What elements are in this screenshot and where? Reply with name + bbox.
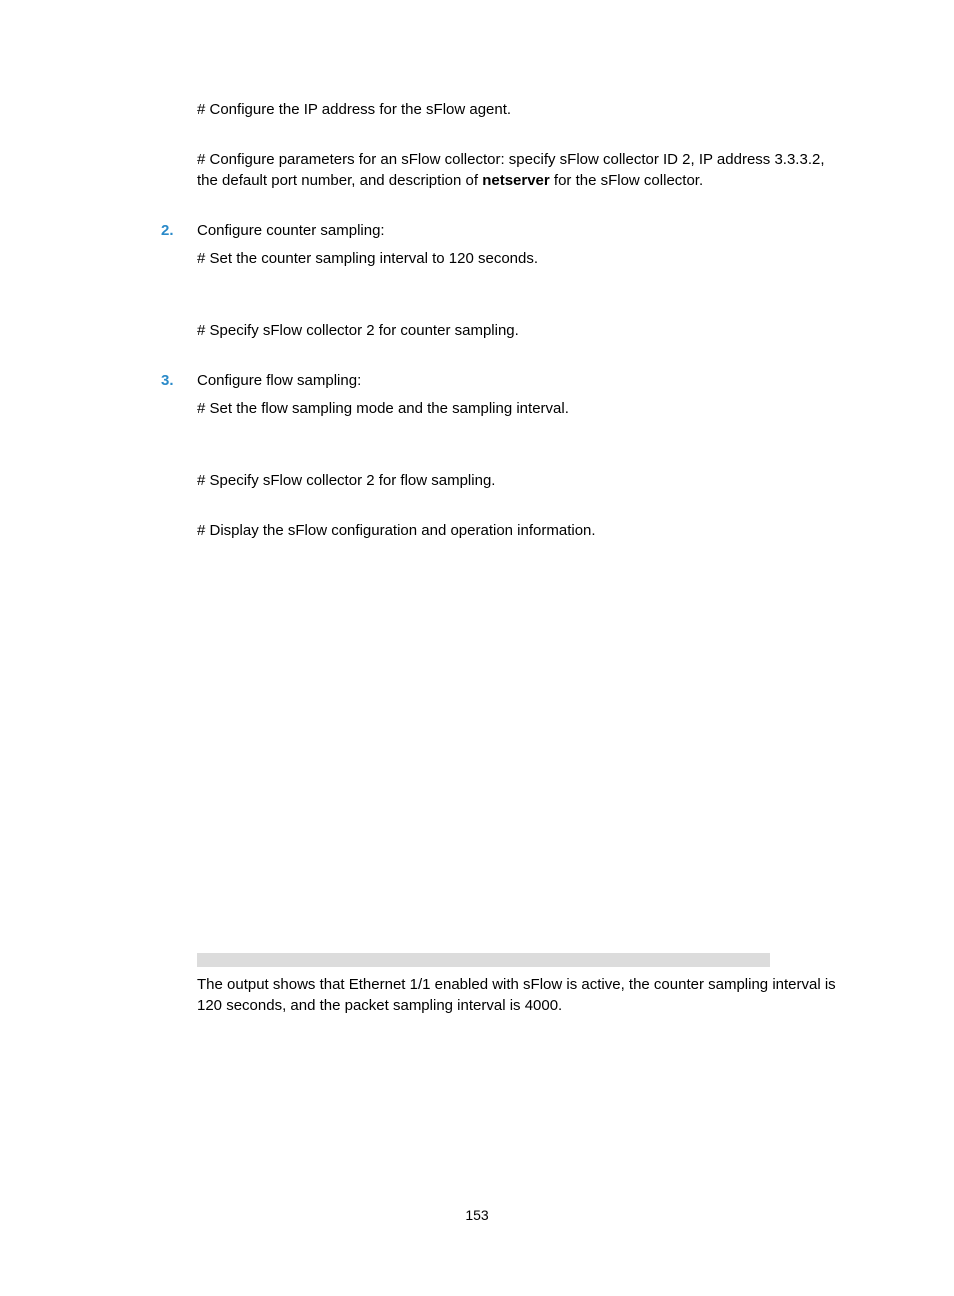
step-number: 3. [161, 372, 174, 389]
paragraph-display-info: # Display the sFlow configuration and operation information. [197, 522, 596, 539]
paragraph-line: # Configure parameters for an sFlow collector: specify sFlow collector ID 2, IP address 3.3.3.2, [197, 151, 825, 168]
paragraph-counter-collector: # Specify sFlow collector 2 for counter sampling. [197, 322, 519, 339]
step-title: Configure counter sampling: [197, 222, 385, 239]
paragraph-line [197, 170, 703, 191]
bold-term-netserver: netserver [482, 172, 550, 189]
paragraph-configure-ip: # Configure the IP address for the sFlow agent. [197, 101, 512, 118]
text-run: for the sFlow collector. [549, 172, 704, 189]
step-title: Configure flow sampling: [197, 372, 362, 389]
paragraph-line: 120 seconds, and the packet sampling interval is 4000. [197, 997, 563, 1014]
page-number: 153 [465, 1207, 489, 1223]
paragraph-line: The output shows that Ethernet 1/1 enabled with sFlow is active, the counter sampling interval is [197, 976, 836, 993]
paragraph-flow-collector: # Specify sFlow collector 2 for flow sampling. [197, 472, 496, 489]
paragraph-flow-mode: # Set the flow sampling mode and the sampling interval. [197, 400, 569, 417]
text-run: the default port number, and description of [197, 172, 483, 189]
output-highlight-bar [197, 953, 770, 967]
step-number: 2. [161, 222, 174, 239]
paragraph-counter-interval: # Set the counter sampling interval to 120 seconds. [197, 250, 539, 267]
